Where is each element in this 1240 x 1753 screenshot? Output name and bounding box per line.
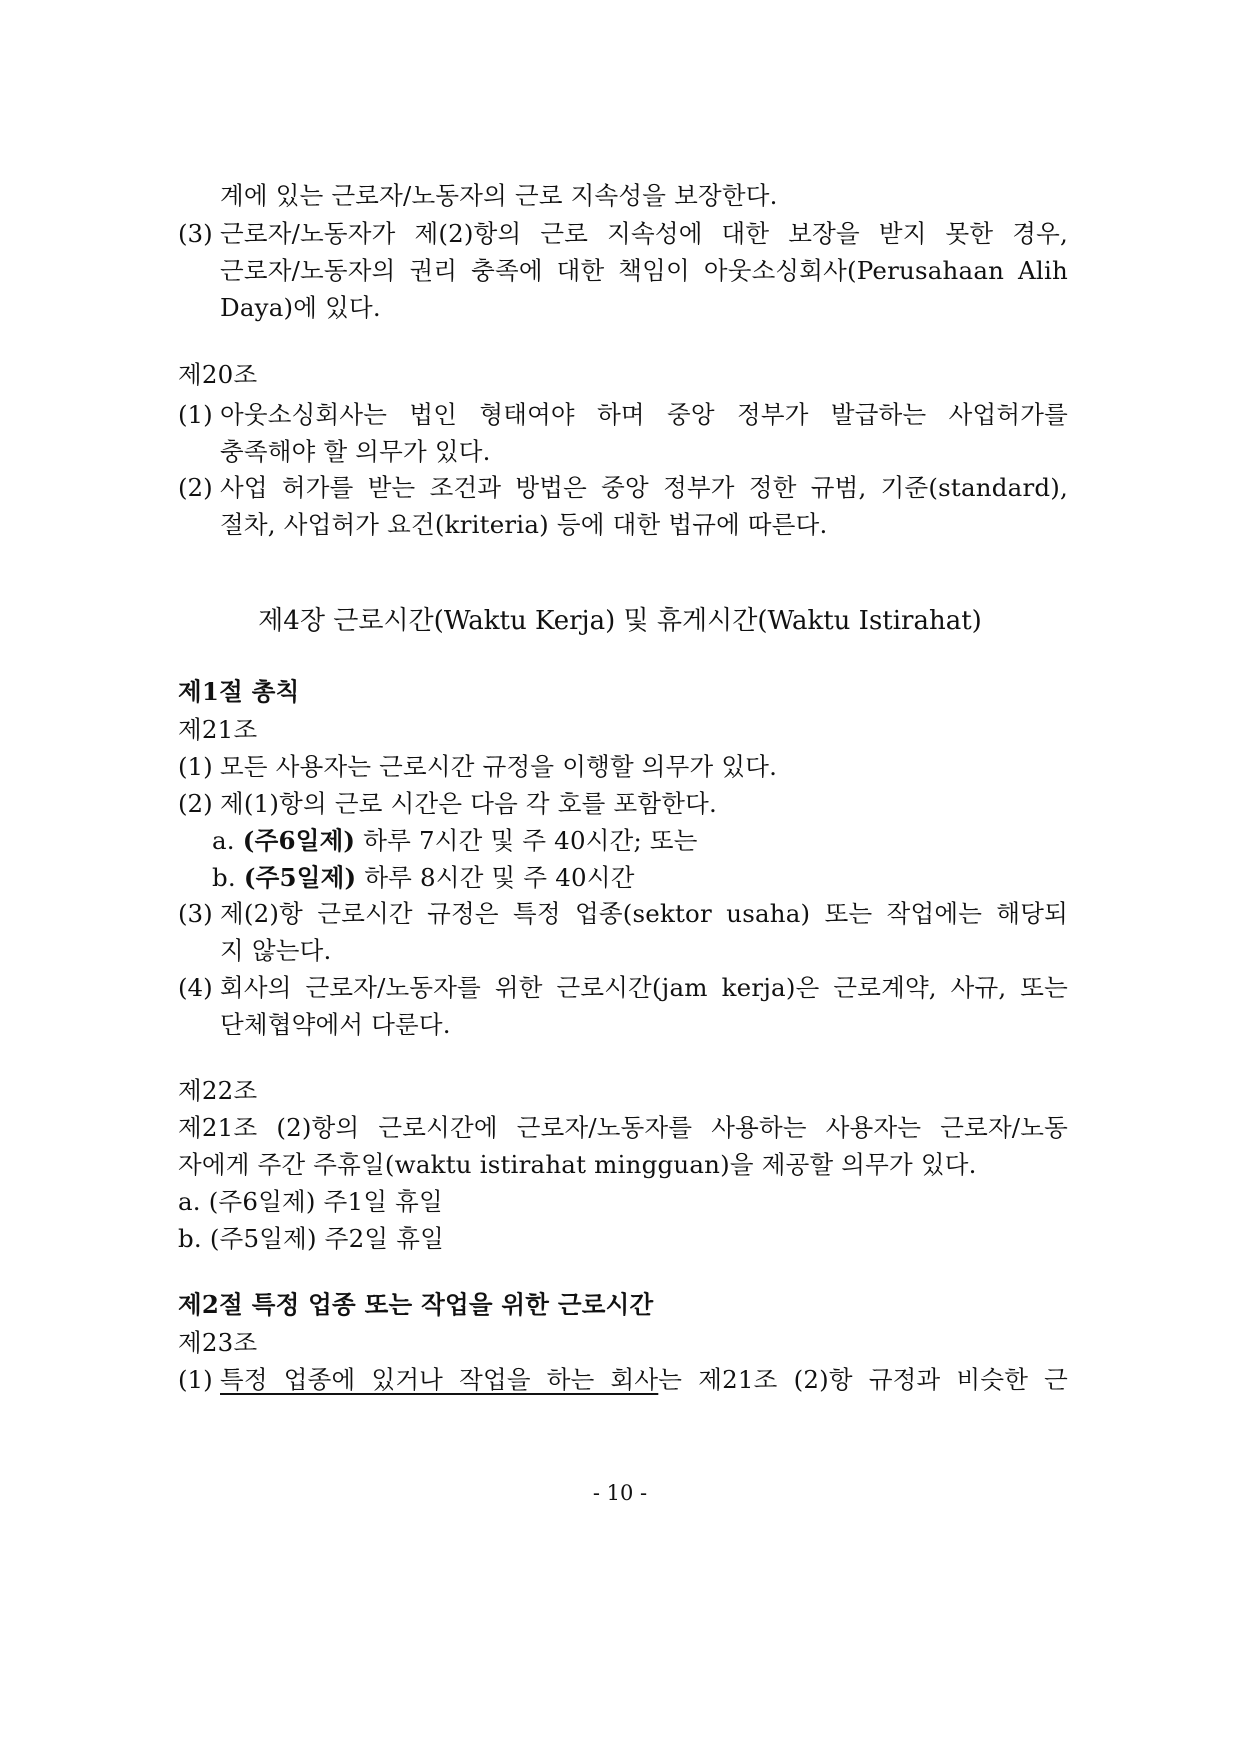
- text-line: 사업 허가를 받는 조건과 방법은 중앙 정부가 정한 규범, 기준(standard),: [220, 473, 1068, 502]
- page-number: - 10 -: [592, 1481, 648, 1505]
- article-title: 제23조: [178, 1328, 258, 1357]
- item-number: (2): [178, 473, 213, 502]
- item-number: (1): [178, 1365, 213, 1394]
- text-line: 회사의 근로자/노동자를 위한 근로시간(jam kerja)은 근로계약, 사규, 또는: [220, 973, 1068, 1002]
- sub-item: [212, 821, 912, 861]
- section-heading: 제2절 특정 업종 또는 작업을 위한 근로시간: [178, 1290, 654, 1319]
- section-heading: 제1절 총칙: [178, 677, 300, 706]
- text-line: Daya)에 있다.: [220, 293, 381, 322]
- text-line: 근로자/노동자의 권리 충족에 대한 책임이 아웃소싱회사(Perusahaan Alih: [220, 256, 1068, 285]
- underlined-text: 특정 업종에 있거나 작업을 하는 회사: [220, 1365, 659, 1394]
- text-line: a. (주6일제) 주1일 휴일: [178, 1187, 443, 1216]
- item-number: (3): [178, 899, 213, 928]
- sub-item-text: 하루 8시간 및 주 40시간: [364, 863, 635, 892]
- text-line: 제(1)항의 근로 시간은 다음 각 호를 포함한다.: [220, 789, 717, 818]
- text-line: 단체협약에서 다룬다.: [220, 1010, 451, 1039]
- item-number: (3): [178, 219, 213, 248]
- sub-item: [212, 858, 912, 898]
- text-line: 아웃소싱회사는 법인 형태여야 하며 중앙 정부가 발급하는 사업허가를: [220, 400, 1068, 429]
- text-line: [220, 1360, 1068, 1400]
- text-line: 지 않는다.: [220, 936, 332, 965]
- text-line: b. (주5일제) 주2일 휴일: [178, 1224, 444, 1253]
- text-line: 절차, 사업허가 요건(kriteria) 등에 대한 법규에 따른다.: [220, 510, 828, 539]
- chapter-heading: 제4장 근로시간(Waktu Kerja) 및 휴게시간(Waktu Istirahat): [258, 606, 982, 636]
- text-continuation: 는 제21조 (2)항 규정과 비슷한 근: [658, 1365, 1068, 1394]
- text-line: 자에게 주간 주휴일(waktu istirahat mingguan)을 제공할 의무가 있다.: [178, 1150, 977, 1179]
- article-title: 제21조: [178, 715, 258, 744]
- item-number: (1): [178, 752, 213, 781]
- article-title: 제22조: [178, 1076, 258, 1105]
- text-line: 충족해야 할 의무가 있다.: [220, 437, 491, 466]
- text-line: 계에 있는 근로자/노동자의 근로 지속성을 보장한다.: [220, 181, 778, 210]
- text-line: 제(2)항 근로시간 규정은 특정 업종(sektor usaha) 또는 작업에는 해당되: [220, 899, 1068, 928]
- text-line: 제21조 (2)항의 근로시간에 근로자/노동자를 사용하는 사용자는 근로자/노동: [178, 1113, 1068, 1142]
- article-title: 제20조: [178, 360, 258, 389]
- sub-item-text: 하루 7시간 및 주 40시간; 또는: [363, 826, 698, 855]
- sub-item-bold: (주5일제): [243, 863, 357, 892]
- sub-item-bold: (주6일제): [242, 826, 356, 855]
- item-number: (1): [178, 400, 213, 429]
- item-number: (2): [178, 789, 213, 818]
- item-number: (4): [178, 973, 213, 1002]
- sub-item-letter: b.: [212, 863, 236, 892]
- text-line: 근로자/노동자가 제(2)항의 근로 지속성에 대한 보장을 받지 못한 경우,: [220, 219, 1068, 248]
- sub-item-letter: a.: [212, 826, 235, 855]
- text-line: 모든 사용자는 근로시간 규정을 이행할 의무가 있다.: [220, 752, 778, 781]
